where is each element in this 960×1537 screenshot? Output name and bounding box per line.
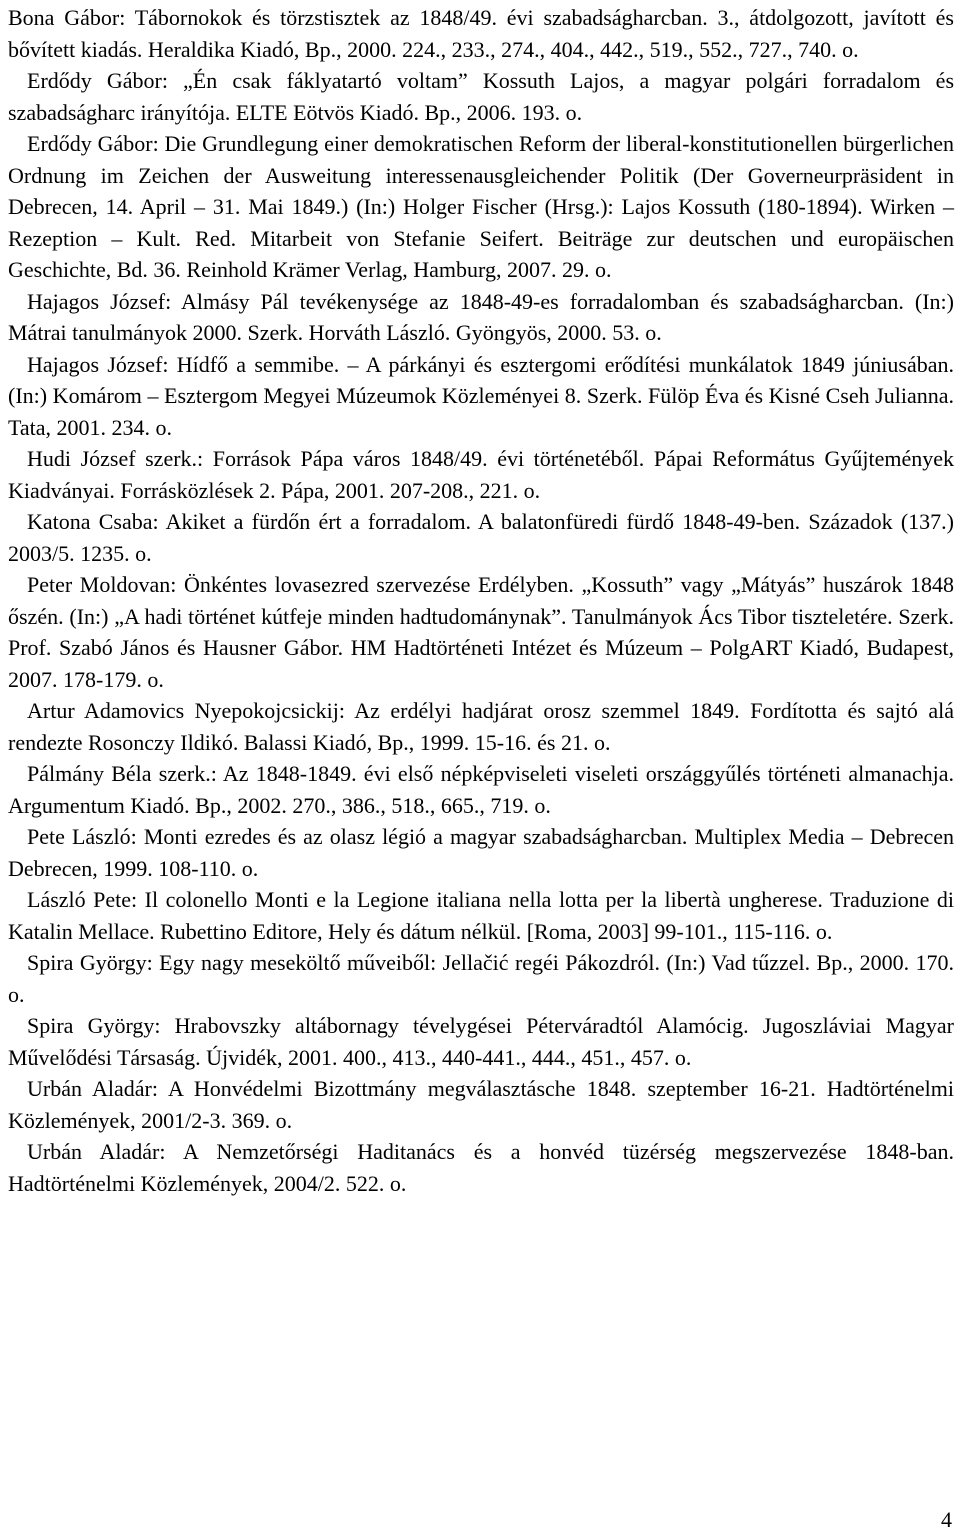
bibliography-entry: László Pete: Il colonello Monti e la Legione italiana nella lotta per la libertà ungherese. Traduzione di Katalin Mellace. Rubettino Editore, Hely és dátum nélkül. [Roma, 2003] 99-101., 115-116. o. [8, 887, 954, 944]
bibliography-entry: Pete László: Monti ezredes és az olasz légió a magyar szabadságharcban. Multiplex Media – Debrecen Debrecen, 1999. 108-110. o. [8, 824, 954, 881]
bibliography-entry: Urbán Aladár: A Honvédelmi Bizottmány megválasztásche 1848. szeptember 16-21. Hadtörténelmi Közlemények, 2001/2-3. 369. o. [8, 1076, 954, 1133]
bibliography-entry: Pálmány Béla szerk.: Az 1848-1849. évi első népképviseleti viseleti országgyűlés történeti almanachja. Argumentum Kiadó. Bp., 2002. 270., 386., 518., 665., 719. o. [8, 761, 954, 818]
bibliography-entry: Spira György: Hrabovszky altábornagy tévelygései Péterváradtól Alamócig. Jugoszláviai Magyar Művelődési Társaság. Újvidék, 2001. 400., 413., 440-441., 444., 451., 457. o. [8, 1013, 954, 1070]
bibliography-entry: Peter Moldovan: Önkéntes lovasezred szervezése Erdélyben. „Kossuth” vagy „Mátyás” huszárok 1848 őszén. (In:) „A hadi történet kútfeje minden hadtudománynak”. Tanulmányok Ács Tibor tiszteletére. Szerk. Prof. Szabó János és Hausner Gábor. HM Hadtörténeti Intézet és Múzeum – PolgART Kiadó, Budapest, 2007. 178-179. o. [8, 572, 954, 692]
bibliography-entry: Bona Gábor: Tábornokok és törzstisztek az 1848/49. évi szabadságharcban. 3., átdolgozott, javított és bővített kiadás. Heraldika Kiadó, Bp., 2000. 224., 233., 274., 404., 442., 519., 552., 727., 740. o. [8, 5, 954, 62]
bibliography-entry: Erdődy Gábor: „Én csak fáklyatartó voltam” Kossuth Lajos, a magyar polgári forradalom és szabadságharc irányítója. ELTE Eötvös Kiadó. Bp., 2006. 193. o. [8, 68, 954, 125]
page-number: 4 [941, 1507, 952, 1532]
bibliography-entry: Hajagos József: Almásy Pál tevékenysége az 1848-49-es forradalomban és szabadságharcban. (In:) Mátrai tanulmányok 2000. Szerk. Horváth László. Gyöngyös, 2000. 53. o. [8, 288, 954, 345]
bibliography-entry: Erdődy Gábor: Die Grundlegung einer demokratischen Reform der liberal-konstitutionellen bürgerlichen Ordnung im Zeichen der Ausweitung interessenausgleichender Politik (Der Governeurpräsident in Debrecen, 14. April – 31. Mai 1849.) (In:) Holger Fischer (Hrsg.): Lajos Kossuth (180-1894). Wirken – Rezeption – Kult. Red. Mitarbeit von Stefanie Seifert. Beiträge zur deutschen und europäischen Geschichte, Bd. 36. Reinhold Krämer Verlag, Hamburg, 2007. 29. o. [8, 131, 954, 282]
bibliography-entry: Katona Csaba: Akiket a fürdőn ért a forradalom. A balatonfüredi fürdő 1848-49-ben. Századok (137.) 2003/5. 1235. o. [8, 509, 954, 566]
bibliography-entry: Urbán Aladár: A Nemzetőrségi Haditanács és a honvéd tüzérség megszervezése 1848-ban. Hadtörténelmi Közlemények, 2004/2. 522. o. [8, 1139, 954, 1196]
bibliography-entry: Artur Adamovics Nyepokojcsickij: Az erdélyi hadjárat orosz szemmel 1849. Fordította és sajtó alá rendezte Rosonczy Ildikó. Balassi Kiadó, Bp., 1999. 15-16. és 21. o. [8, 698, 954, 755]
bibliography-entry: Spira György: Egy nagy meseköltő műveiből: Jellačić regéi Pákozdról. (In:) Vad tűzzel. Bp., 2000. 170. o. [8, 950, 954, 1007]
bibliography-entry: Hudi József szerk.: Források Pápa város 1848/49. évi történetéből. Pápai Református Gyűjtemények Kiadványai. Forrásközlések 2. Pápa, 2001. 207-208., 221. o. [8, 446, 954, 503]
bibliography-entry: Hajagos József: Hídfő a semmibe. – A párkányi és esztergomi erődítési munkálatok 1849 júniusában. (In:) Komárom – Esztergom Megyei Múzeumok Közleményei 8. Szerk. Fülöp Éva és Kisné Cseh Julianna. Tata, 2001. 234. o. [8, 351, 954, 440]
bibliography-list [8, 2, 954, 1199]
